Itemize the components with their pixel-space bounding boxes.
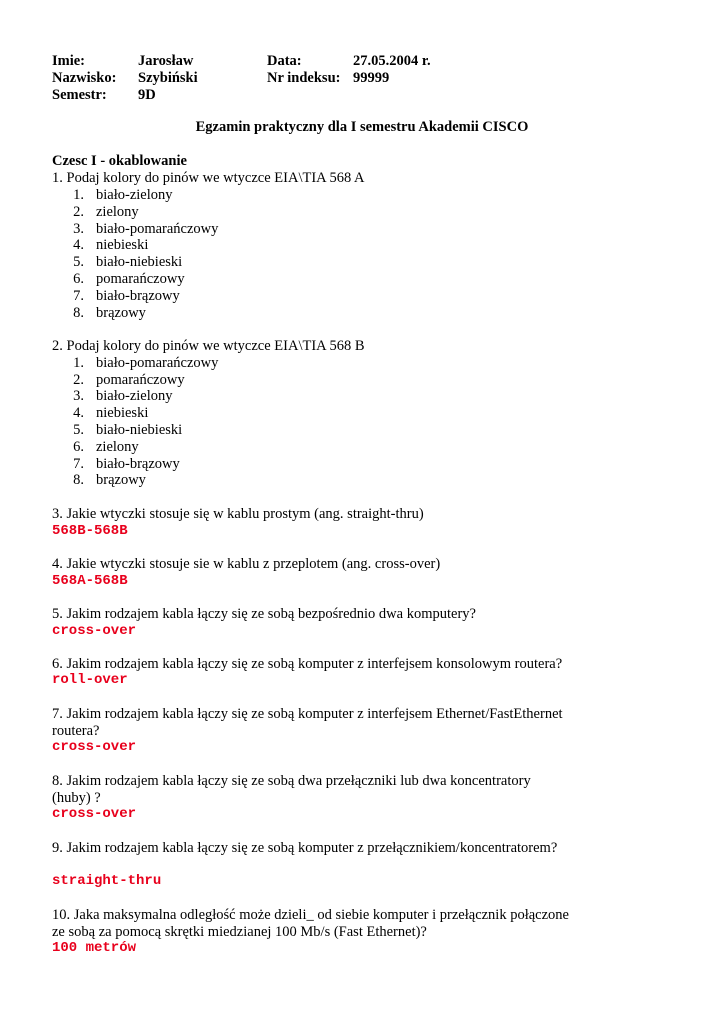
question-9: 9. Jakim rodzajem kabla łączy się ze sobą komputer z przełącznikiem/koncentratorem? <box>52 840 558 856</box>
question-5: 5. Jakim rodzajem kabla łączy się ze sobą bezpośrednio dwa komputery? <box>52 606 476 622</box>
question-7-line-1: 7. Jakim rodzajem kabla łączy się ze sobą komputer z interfejsem Ethernet/FastEthernet <box>52 706 563 722</box>
question-8-line-1: 8. Jakim rodzajem kabla łączy się ze sobą dwa przełączniki lub dwa koncentratory <box>52 773 531 789</box>
answer-8: cross-over <box>52 806 137 822</box>
answer-6: roll-over <box>52 672 128 688</box>
indeks-label: Nr indeksu: <box>267 70 341 86</box>
indeks-value: 99999 <box>353 70 390 86</box>
section-heading: Czesc I - okablowanie <box>52 153 187 169</box>
answer-4: 568A-568B <box>52 573 128 589</box>
question-4: 4. Jakie wtyczki stosuje sie w kablu z przeplotem (ang. cross-over) <box>52 556 441 572</box>
data-label: Data: <box>267 53 302 69</box>
document-page: Imie: Jarosław Data: 27.05.2004 r. Nazwisko: Szybiński Nr indeksu: 99999 Semestr: 9D Egzamin praktyczny dla I semestru Akademii CISCO Czesc I - okablowanie 1. Podaj kolory do pinów we wtyczce EIA\TIA 568 A 1. biało-zielony 2. zielony 3. biało-pomarańczowy 4. niebieski 5. biało-niebieski 6. pomarańczowy 7. biało-brązowy 8. brązowy 2. Podaj kolory do pinów we wtyczce EIA\TIA 568 B 1. biało-pomarańczowy 2. pomarańczowy 3. biało-zielony 4. niebieski 5. biało-niebieski 6. zielony 7. biało-brązowy 8. brązowy 3. Jakie wtyczki stosuje się w kablu prostym (ang. straight-thru) 568B-568B 4. Jakie wtyczki stosuje sie w kablu z przeplotem (ang. cross-over) 568A-568B 5. Jakim rodzajem kabla łączy się ze sobą bezpośrednio dwa komputery? cross-over 6. Jakim rodzajem kabla łączy się ze sobą komputer z interfejsem konsolowym routera? roll-over 7. Jakim rodzajem kabla łączy się ze sobą komputer z interfejsem Ethernet/FastEthernet routera? cross-over 8. Jakim rodzajem kabla łączy się ze sobą dwa przełączniki lub dwa koncentratory (huby) ? cross-over 9. Jakim rodzajem kabla łączy się ze sobą komputer z przełącznikiem/koncentratorem? straight-thru 10. Jaka maksymalna odległość może dzieli_ od siebie komputer i przełącznik połączone ze sobą za pomocą skrętki miedzianej 100 Mb/s (Fast Ethernet)? 100 metrów <box>0 0 724 1024</box>
answer-3: 568B-568B <box>52 523 128 539</box>
question-10-line-2: ze sobą za pomocą skrętki miedzianej 100 Mb/s (Fast Ethernet)? <box>52 924 427 940</box>
question-1: 1. Podaj kolory do pinów we wtyczce EIA\TIA 568 A <box>52 170 365 186</box>
exam-title: Egzamin praktyczny dla I semestru Akademii CISCO <box>195 119 529 135</box>
question-8-line-2: (huby) ? <box>52 790 101 806</box>
answer-9: straight-thru <box>52 873 162 889</box>
question-2: 2. Podaj kolory do pinów we wtyczce EIA\TIA 568 B <box>52 338 365 354</box>
question-3: 3. Jakie wtyczki stosuje się w kablu prostym (ang. straight-thru) <box>52 506 424 522</box>
question-6: 6. Jakim rodzajem kabla łączy się ze sobą komputer z interfejsem konsolowym routera? <box>52 656 563 672</box>
nazwisko-label: Nazwisko: <box>52 70 117 86</box>
semestr-value: 9D <box>138 87 156 103</box>
semestr-label: Semestr: <box>52 87 107 103</box>
answer-7: cross-over <box>52 739 137 755</box>
question-7-line-2: routera? <box>52 723 100 739</box>
imie-label: Imie: <box>52 53 86 69</box>
data-value: 27.05.2004 r. <box>353 53 431 69</box>
question-10-line-1: 10. Jaka maksymalna odległość może dzieli_ od siebie komputer i przełącznik połączone <box>52 907 569 923</box>
answer-5: cross-over <box>52 623 137 639</box>
imie-value: Jarosław <box>138 53 194 69</box>
nazwisko-value: Szybiński <box>138 70 198 86</box>
answer-10: 100 metrów <box>52 940 137 956</box>
